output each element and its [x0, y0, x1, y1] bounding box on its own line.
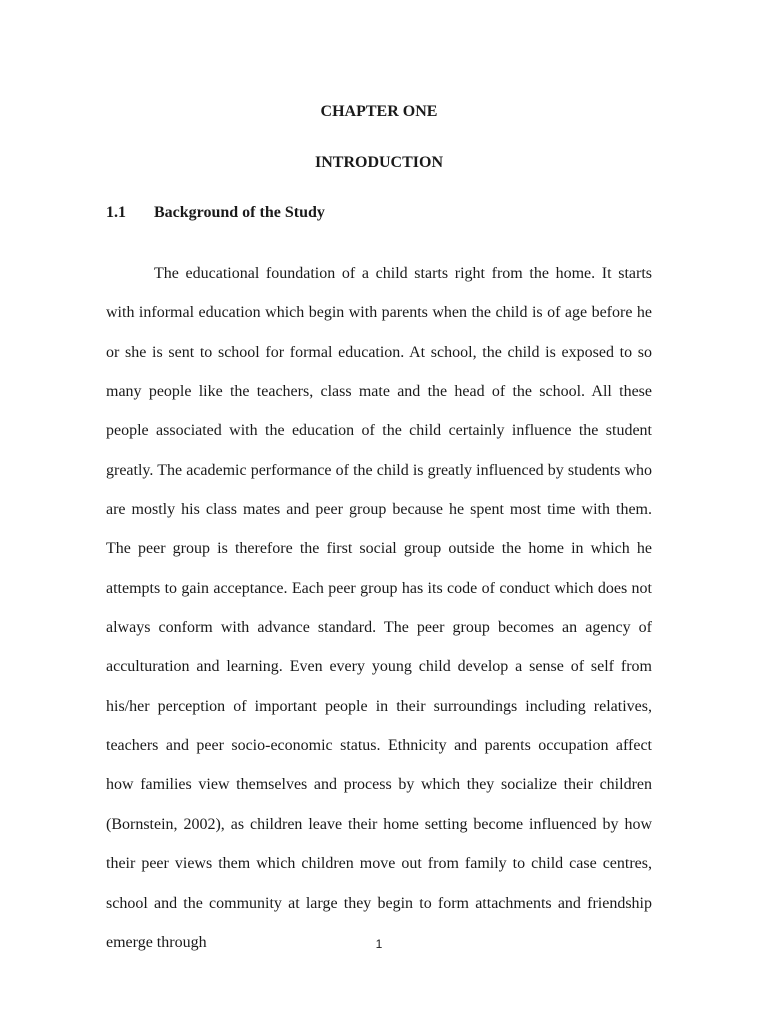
title-heading: INTRODUCTION — [314, 154, 443, 171]
section-heading — [106, 203, 325, 223]
page-number: 1 — [375, 937, 383, 951]
section-title: Background of the Study — [154, 204, 325, 221]
body-paragraph: The educational foundation of a child starts right from the home. It starts with informal education which begin with parents when the child is of age before he or she is sent to school for formal education. At school, the child is exposed to so many people like the teachers, class mate and the head of the school. All these people associated with the education of the child certainly influence the student greatly. The academic performance of the child is greatly influenced by students who are mostly his class mates and peer group because he spent most time with them. The peer group is therefore the first social group outside the home in which he attempts to gain acceptance. Each peer group has its code of conduct which does not always conform with advance standard. The peer group becomes an agency of acculturation and learning. Even every young child develop a sense of self from his/her perception of important people in their surroundings including relatives, teachers and peer socio-economic status. Ethnicity and parents occupation affect how families view themselves and process by which they socialize their children (Bornstein, 2002), as children leave their home setting become influenced by how their peer views them which children move out from family to child case centres, school and the community at large they begin to form attachments and friendship emerge through — [106, 265, 652, 951]
chapter-heading: CHAPTER ONE — [320, 103, 438, 120]
section-number: 1.1 — [106, 204, 126, 221]
